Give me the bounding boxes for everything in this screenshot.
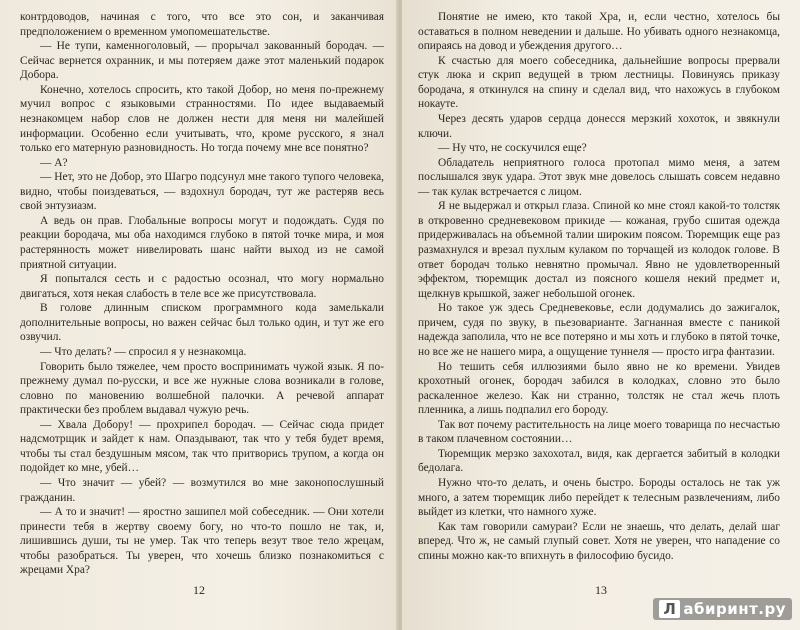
page-number: 13: [595, 583, 607, 597]
paragraph: — Хвала Добору! — прохрипел бородач. — Сейчас сюда придет надсмотрщик и зайдет к нам. Опаздывают, так что у тебя будет время, чтобы ты стал бездушным мясом, так что притворись трупом, а когда он подойдет ко мне, убей…: [20, 418, 384, 475]
paragraph: Нужно что-то делать, и очень быстро. Бороды осталось не так уж много, а затем тюремщик либо перейдет к телесным развлечениям, либо выйдет из клетки, что намного хуже.: [418, 477, 780, 519]
paragraph: Понятие не имею, кто такой Хра, и, если честно, хотелось бы оставаться в полном неведении и дальше. Но убивать одного незнакомца, опираясь на довод и убеждения другого…: [418, 11, 780, 53]
paragraph: Через десять ударов сердца донесся мерзкий хохоток, и звякнули ключи.: [418, 112, 780, 140]
paragraph: Так вот почему растительность на лице моего товарища по несчастью в таком плачевном состоянии…: [418, 418, 780, 446]
paragraph: В голове длинным списком программного кода замелькали дополнительные вопросы, но важен сейчас был только один, и тут же его озвучил.: [20, 302, 384, 344]
paragraph: Конечно, хотелось спросить, кто такой Добор, но меня по-прежнему мучил вопрос с языковыми странностями. По идее выдаваемый незнакомцем набор слов не должен нести для меня ни малейшей информации. Особенно если учитывать, что, кроме русского, я знал только его матерную разновидность. Но тогда почему мне все понятно?: [20, 83, 384, 155]
paragraph: Говорить было тяжелее, чем просто воспринимать чужой язык. Я по-прежнему думал по-русски, и все же нужные слова возникали в голове, словно по мановению волшебной палочки. А речевой аппарат практически без проблем выдавал чужую речь.: [20, 360, 384, 417]
paragraph: — Что значит — убей? — возмутился во мне законопослушный гражданин.: [20, 477, 384, 504]
paragraph: Как там говорили самураи? Если не знаешь, что делать, делай шаг вперед. Что ж, не самый глупый совет. Хотя не уверен, что нападение со спины можно как-то впихнуть в философию бусидо.: [418, 520, 780, 562]
paragraph: — Что делать? — спросил я у незнакомца.: [40, 345, 247, 358]
paragraph: Но такое уж здесь Средневековье, если додумались до зажигалок, причем, судя по звуку, в пьезоварианте. Загнанная вместе с паникой надежда заполила, что не все потеряно и мы хоть и глубоко в пятой точке, но все же не нашего мира, а ощущение туннеля — просто игра фантазии.: [418, 302, 780, 358]
paragraph: — Ну что, не соскучился еще?: [438, 142, 587, 155]
paragraph: Обладатель неприятного голоса протопал мимо меня, а затем послышался звук удара. Этот звук мне довелось слышать совсем недавно — так кулак встречается с лицом.: [418, 156, 780, 198]
paragraph: Я не выдержал и открыл глаза. Спиной ко мне стоял какой-то толстяк в откровенно средневековом прикиде — кожаная, грубо сшитая одежда придерживалась на объемной талии широким поясом. Тюремщик еще раз размахнулся и врезал пухлым кулаком по торчащей из колодок голове. В ответ бородач только невнятно промычал. Явно не удовлетворенный эффектом, тюремщик достал из поясного кошеля некий предмет и, щелкнув крышкой, зажег небольшой огонек.: [418, 200, 780, 300]
paragraph: контрдоводов, начиная с того, что все это сон, и заканчивая предположением о временном умопомешательстве.: [20, 11, 384, 38]
paragraph: — Нет, это не Добор, это Шагро подсунул мне такого тупого человека, видно, чтобы поиздеваться, — вздохнул бородач, тут же растеряв весь свой энтузиазм.: [20, 171, 384, 213]
watermark-text: абиринт.ру: [683, 600, 786, 618]
paragraph: — А то и значит! — яростно зашипел мой собеседник. — Они хотели принести тебя в жертву своему богу, но что-то пошло не так, и, лишившись души, ты не умер. Так что теперь везут твое тело жрецам, чтобы разобраться. Ты уверен, что хочешь близко познакомиться с жрецами Хра?: [20, 506, 384, 577]
paragraph: К счастью для моего собеседника, дальнейшие вопросы прервали стук люка и скрип ведущей в трюм лестницы. Повинуясь приказу бородача, я откинулся на спину и сделал вид, что нахожусь в глубоком нокауте.: [418, 54, 780, 111]
paragraph: Я попытался сесть и с радостью осознал, что могу нормально двигаться, хотя некая слабость в теле все же присутствовала.: [20, 273, 384, 300]
right-page: [402, 0, 800, 630]
paragraph: А ведь он прав. Глобальные вопросы могут и подождать. Судя по реакции бородача, мы оба находимся глубоко в пятой точке мира, и моя растерянность может нивелировать шанс найти выход из не самой приятной ситуации.: [20, 214, 384, 271]
paragraph: — Не тупи, каменноголовый, — прорычал закованный бородач. — Сейчас вернется охранник, и мы потеряем даже этот маленький подарок Добора.: [20, 40, 384, 82]
page-number: 12: [193, 583, 205, 597]
left-page: [0, 0, 398, 630]
watermark-mark-icon: Л: [659, 600, 680, 618]
paragraph: — А?: [40, 156, 68, 169]
watermark-logo: [653, 598, 792, 620]
paragraph: Но тешить себя иллюзиями было явно не ко времени. Увидев крохотный огонек, бородач забился в колодках, словно это было раскаленное железо. Как ни странно, толстяк не стал жечь плоть пленника, а лишь подпалил его бороду.: [418, 360, 780, 417]
paragraph: Тюремщик мерзко захохотал, видя, как дергается забитый в колодки бедолага.: [418, 447, 780, 475]
